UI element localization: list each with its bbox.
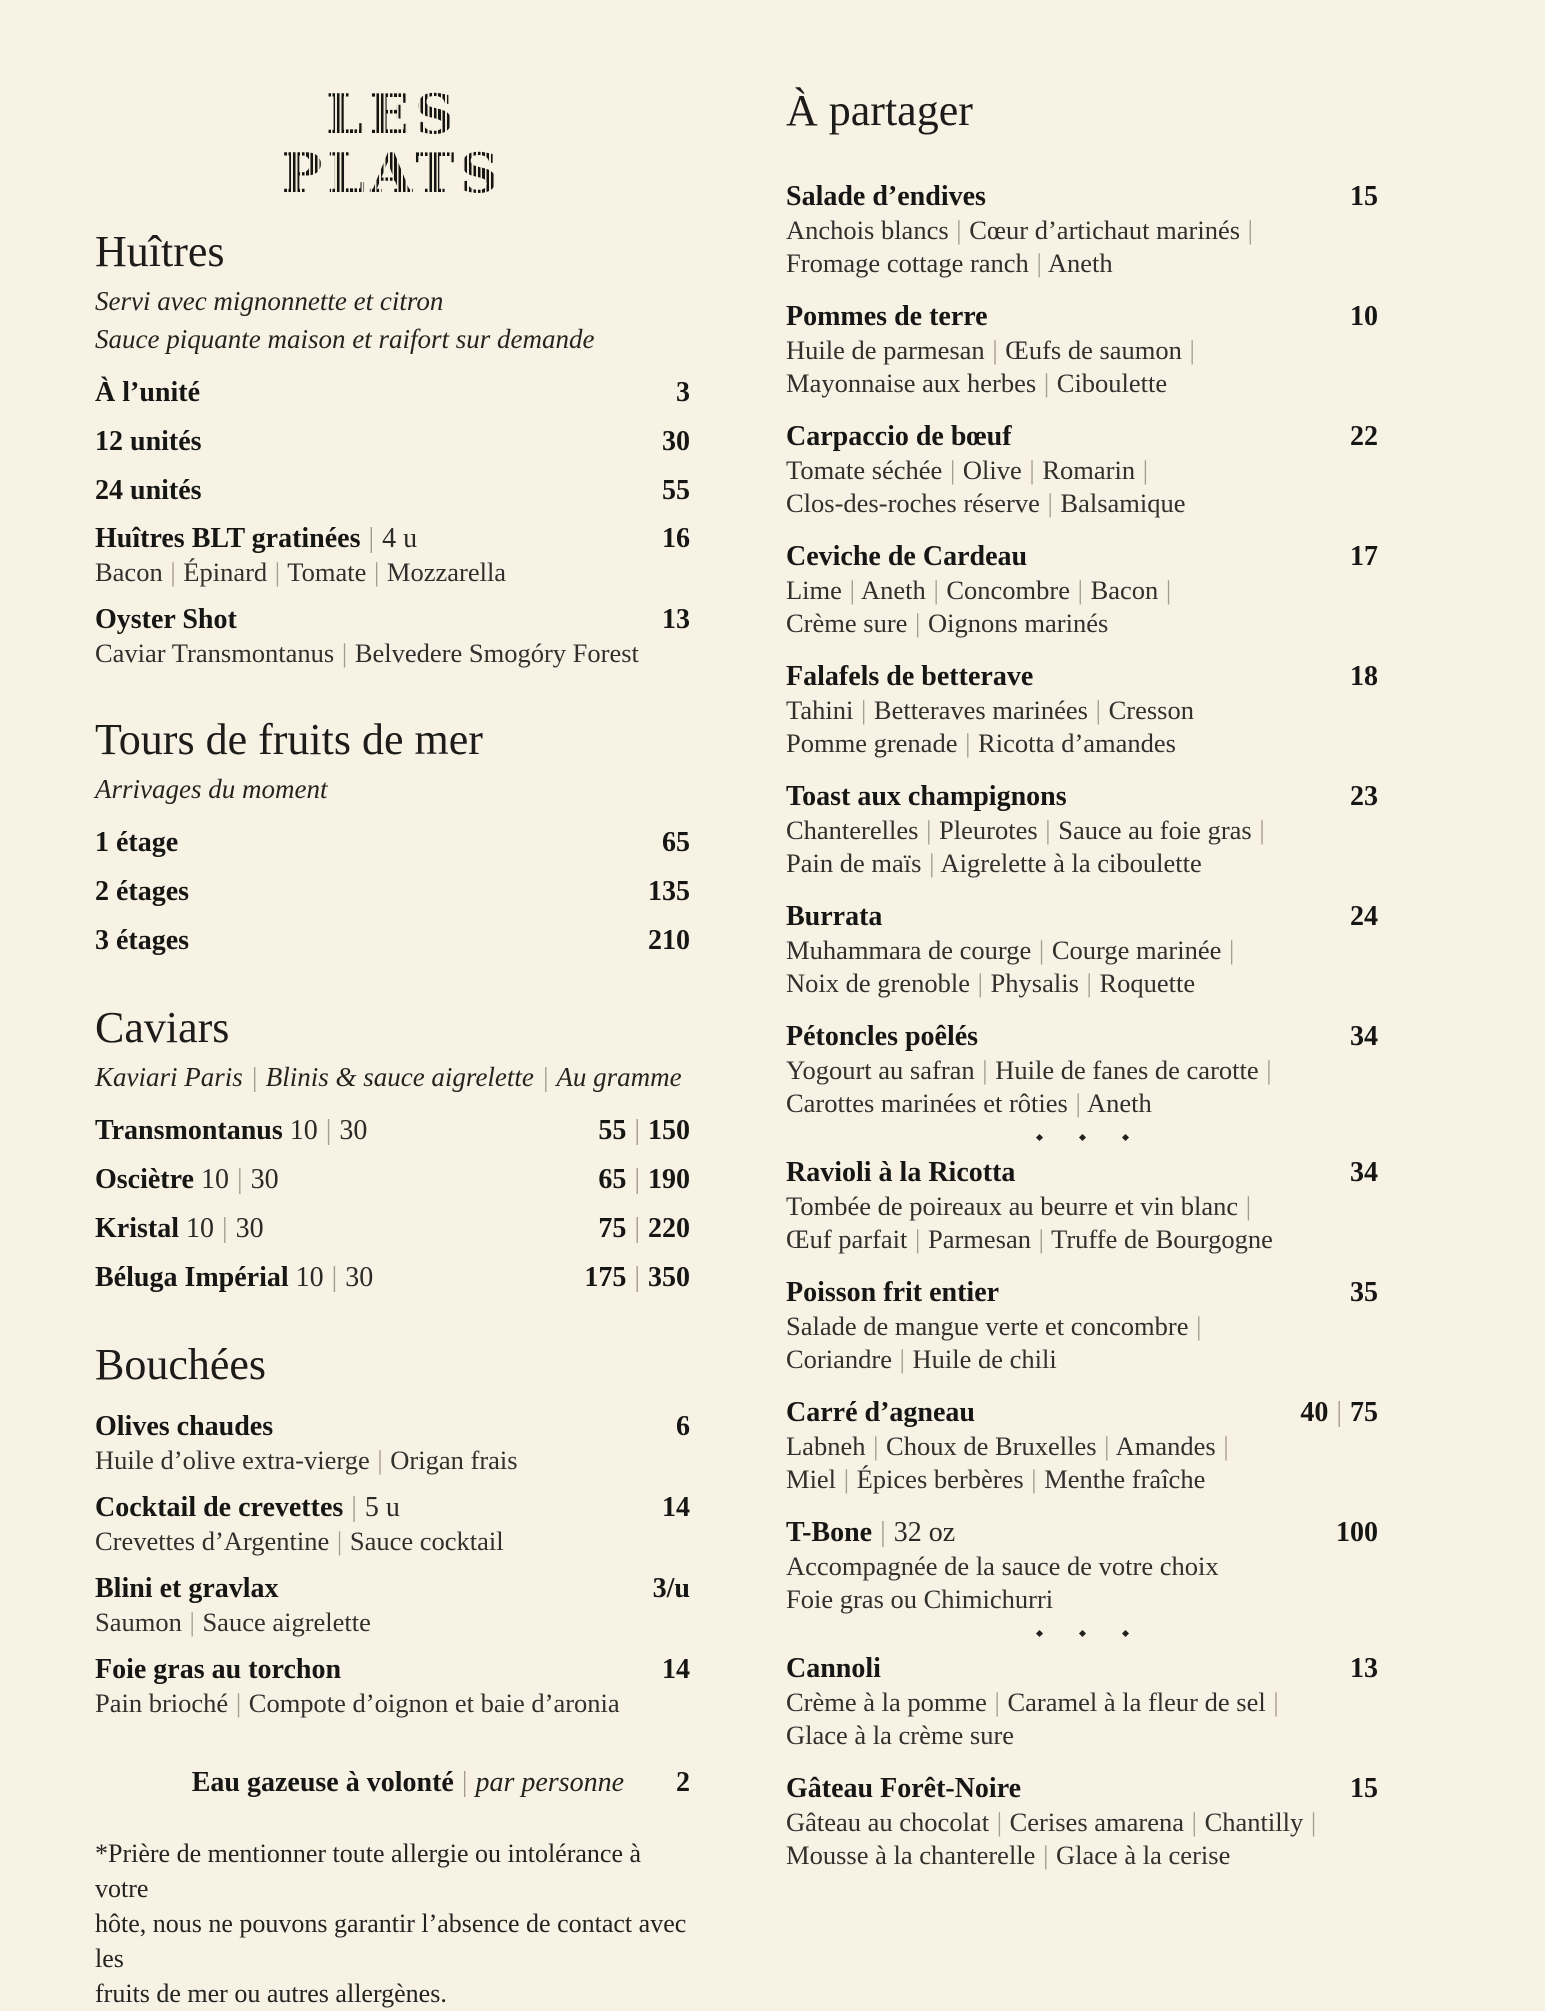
dot-icon — [1078, 1133, 1085, 1140]
item-name: Pommes de terre — [786, 301, 988, 333]
item-description: Foie gras ou Chimichurri — [786, 1584, 1054, 1615]
item-price: 22 — [1350, 421, 1378, 453]
menu-item-row — [95, 1410, 690, 1444]
item-price: 75 | 220 — [598, 1212, 690, 1244]
menu-item-row — [95, 875, 690, 909]
menu-item-row — [95, 1653, 690, 1687]
item-price: 30 — [662, 425, 690, 457]
menu-item-row — [786, 780, 1378, 814]
item-name-group — [95, 1212, 264, 1246]
section-subtitle — [95, 770, 690, 808]
menu-item-row — [95, 924, 690, 958]
item-name: Ceviche de Cardeau — [786, 541, 1028, 573]
menu-item — [95, 1653, 690, 1720]
menu-item-row — [95, 1261, 690, 1295]
item-name: Foie gras au torchon — [95, 1653, 342, 1685]
item-weights: 10 | 30 — [289, 1114, 368, 1146]
item-name: Salade d’endives — [786, 181, 986, 213]
item-qualifier: | 4 u — [368, 522, 418, 554]
item-description: Fromage cottage ranch | Aneth — [786, 248, 1113, 279]
item-description: Clos-des-roches réserve | Balsamique — [786, 488, 1186, 519]
menu-item — [786, 300, 1378, 400]
item-name: Transmontanus — [95, 1114, 283, 1146]
item-description: Tahini | Betteraves marinées | Cresson — [786, 695, 1194, 726]
item-name-group — [95, 522, 417, 556]
item-price: 17 — [1350, 541, 1378, 573]
item-description: Mayonnaise aux herbes | Ciboulette — [786, 368, 1168, 399]
item-name: Oyster Shot — [95, 603, 237, 635]
item-price: 18 — [1350, 661, 1378, 693]
menu-item — [786, 420, 1378, 520]
item-name: Béluga Impérial — [95, 1261, 289, 1293]
item-name: 24 unités — [95, 474, 202, 506]
page-title-line1: LES — [325, 82, 460, 146]
note-line: fruits de mer ou autres allergènes. — [95, 1978, 447, 2008]
menu-item-row — [786, 1652, 1378, 1686]
item-price: 3 — [676, 376, 690, 408]
item-name-group — [95, 1114, 367, 1148]
item-name: Kristal — [95, 1212, 179, 1244]
item-weights: 10 | 30 — [186, 1212, 264, 1244]
item-name: Cannoli — [786, 1653, 881, 1685]
item-name: 1 étage — [95, 826, 179, 858]
menu-item-row — [95, 425, 690, 459]
item-description: Muhammara de courge | Courge marinée | — [786, 935, 1235, 966]
item-description: Huile de parmesan | Œufs de saumon | — [786, 335, 1195, 366]
item-name: 2 étages — [95, 875, 190, 907]
water-row — [95, 1766, 690, 1800]
menu-item-row — [95, 1163, 690, 1197]
menu-item-row — [786, 420, 1378, 454]
dot-icon — [1035, 1133, 1042, 1140]
menu-item-row — [95, 603, 690, 637]
item-name: Huîtres BLT gratinées — [95, 522, 361, 554]
menu-item-row — [95, 376, 690, 410]
menu-item-row — [786, 300, 1378, 334]
item-price: 14 — [662, 1491, 690, 1523]
menu-item-row — [786, 540, 1378, 574]
section-heading-tours: Tours de fruits de mer — [95, 714, 483, 764]
menu-item-row — [95, 474, 690, 508]
item-price: 135 — [648, 875, 690, 907]
item-name: Pétoncles poêlés — [786, 1021, 979, 1053]
item-name-group — [786, 1516, 955, 1550]
dot-icon — [1035, 1629, 1042, 1636]
item-description: Gâteau au chocolat | Cerises amarena | Chantilly | — [786, 1807, 1317, 1838]
item-price: 210 — [648, 924, 690, 956]
item-name: Poisson frit entier — [786, 1277, 1000, 1309]
menu-item — [786, 780, 1378, 880]
item-price: 6 — [676, 1410, 690, 1442]
item-description: Yogourt au safran | Huile de fanes de carotte | — [786, 1055, 1272, 1086]
item-name-group — [95, 1491, 400, 1525]
menu-item-row — [95, 1491, 690, 1525]
item-price: 55 — [662, 474, 690, 506]
item-name: À l’unité — [95, 376, 200, 408]
dots-separator-icon — [786, 1132, 1378, 1142]
item-price: 35 — [1350, 1277, 1378, 1309]
subtitle-line: Kaviari Paris | Blinis & sauce aigrelette | Au gramme — [95, 1061, 682, 1092]
subtitle-line: Servi avec mignonnette et citron — [95, 285, 444, 316]
item-description: Chanterelles | Pleurotes | Sauce au foie gras | — [786, 815, 1265, 846]
menu-item-row — [786, 1396, 1378, 1430]
item-description: Anchois blancs | Cœur d’artichaut marinés | — [786, 215, 1253, 246]
menu-item — [786, 1652, 1378, 1752]
item-name: Olives chaudes — [95, 1410, 274, 1442]
menu-item — [786, 1156, 1378, 1256]
menu-item-row — [786, 1772, 1378, 1806]
item-description: Œuf parfait | Parmesan | Truffe de Bourgogne — [786, 1224, 1273, 1255]
item-description: Accompagnée de la sauce de votre choix — [786, 1551, 1219, 1582]
item-price: 24 — [1350, 901, 1378, 933]
menu-item — [786, 1020, 1378, 1120]
item-name: Osciètre — [95, 1163, 194, 1195]
item-name: Cocktail de crevettes — [95, 1491, 344, 1523]
section-heading-huitres: Huîtres — [95, 226, 225, 276]
item-weights: 10 | 30 — [295, 1261, 374, 1293]
menu-item-row — [786, 1156, 1378, 1190]
item-description: Labneh | Choux de Bruxelles | Amandes | — [786, 1431, 1229, 1462]
water-label: Eau gazeuse à volonté — [191, 1766, 454, 1798]
menu-item — [786, 900, 1378, 1000]
item-price: 23 — [1350, 781, 1378, 813]
allergy-note — [95, 1836, 690, 2011]
dots-separator-icon — [786, 1628, 1378, 1638]
water-price: 2 — [676, 1766, 690, 1798]
menu-item — [786, 540, 1378, 640]
item-description: Coriandre | Huile de chili — [786, 1344, 1057, 1375]
dot-icon — [1121, 1629, 1128, 1636]
item-name: Carré d’agneau — [786, 1397, 975, 1429]
menu-item-row — [95, 1212, 690, 1246]
note-line: *Prière de mentionner toute allergie ou intolérance à votre — [95, 1838, 642, 1903]
menu-item-row — [95, 1572, 690, 1606]
item-description: Bacon | Épinard | Tomate | Mozzarella — [95, 556, 507, 587]
item-price: 40 | 75 — [1300, 1397, 1378, 1429]
item-name: T-Bone — [786, 1517, 873, 1549]
menu-item — [786, 1516, 1378, 1616]
menu-item-row — [786, 1276, 1378, 1310]
item-qualifier: | 5 u — [351, 1491, 400, 1523]
item-name: Ravioli à la Ricotta — [786, 1157, 1016, 1189]
section-subtitle — [95, 1058, 690, 1096]
item-price: 65 — [662, 826, 690, 858]
item-description: Noix de grenoble | Physalis | Roquette — [786, 968, 1196, 999]
item-weights: 10 | 30 — [200, 1163, 279, 1195]
item-description: Saumon | Sauce aigrelette — [95, 1606, 371, 1637]
item-description: Crevettes d’Argentine | Sauce cocktail — [95, 1525, 504, 1556]
item-price: 15 — [1350, 1773, 1378, 1805]
subtitle-line: Sauce piquante maison et raifort sur demande — [95, 323, 595, 354]
section-heading-a-partager: À partager — [786, 86, 973, 135]
subtitle-line: Arrivages du moment — [95, 773, 328, 804]
item-price: 65 | 190 — [598, 1163, 690, 1195]
item-name-group — [95, 1261, 373, 1295]
menu-item-row — [95, 1114, 690, 1148]
menu-item-row — [786, 660, 1378, 694]
item-name: 3 étages — [95, 924, 190, 956]
item-price: 3/u — [652, 1572, 690, 1604]
menu-item-row — [786, 1516, 1378, 1550]
item-name: Falafels de betterave — [786, 661, 1034, 693]
item-name-group — [95, 1163, 279, 1197]
item-price: 34 — [1350, 1021, 1378, 1053]
item-description: Tomate séchée | Olive | Romarin | — [786, 455, 1149, 486]
item-description: Lime | Aneth | Concombre | Bacon | — [786, 575, 1172, 606]
right-column — [786, 85, 1378, 1872]
item-name: Burrata — [786, 901, 883, 933]
item-qualifier: | 32 oz — [880, 1517, 956, 1549]
item-name: Toast aux champignons — [786, 781, 1067, 813]
item-description: Caviar Transmontanus | Belvedere Smogóry Forest — [95, 637, 639, 668]
item-description: Carottes marinées et rôties | Aneth — [786, 1088, 1152, 1119]
section-heading-bouchees: Bouchées — [95, 1339, 267, 1389]
item-price: 15 — [1350, 181, 1378, 213]
item-description: Tombée de poireaux au beurre et vin blanc | — [786, 1191, 1252, 1222]
item-name: Blini et gravlax — [95, 1572, 279, 1604]
menu-item-row — [786, 1020, 1378, 1054]
menu-item — [95, 1572, 690, 1639]
item-description: Glace à la crème sure — [786, 1720, 1015, 1751]
menu-item — [95, 1410, 690, 1477]
section-heading-caviars: Caviars — [95, 1002, 230, 1052]
menu-item — [786, 180, 1378, 280]
item-description: Pain brioché | Compote d’oignon et baie d’aronia — [95, 1687, 620, 1718]
item-price: 100 — [1336, 1517, 1378, 1549]
menu-item-row — [95, 522, 690, 556]
menu-item — [95, 1491, 690, 1558]
water-qualifier: par personne — [475, 1766, 624, 1798]
section-subtitle — [95, 282, 690, 358]
item-description: Crème à la pomme | Caramel à la fleur de sel | — [786, 1687, 1279, 1718]
left-column — [95, 82, 690, 2011]
dot-icon — [1078, 1629, 1085, 1636]
menu-item — [95, 603, 690, 670]
item-name: Gâteau Forêt-Noire — [786, 1773, 1022, 1805]
item-price: 175 | 350 — [584, 1261, 690, 1293]
item-price: 14 — [662, 1653, 690, 1685]
item-price: 55 | 150 — [598, 1114, 690, 1146]
item-price: 34 — [1350, 1157, 1378, 1189]
page-title-line2: PLATS — [281, 141, 504, 206]
item-description: Mousse à la chanterelle | Glace à la cerise — [786, 1840, 1231, 1871]
item-description: Pain de maïs | Aigrelette à la ciboulette — [786, 848, 1202, 879]
menu-item — [95, 522, 690, 589]
menu-item — [786, 1276, 1378, 1376]
dot-icon — [1121, 1133, 1128, 1140]
menu-item-row — [786, 900, 1378, 934]
pipe-separator: | — [461, 1766, 468, 1798]
item-price: 16 — [662, 522, 690, 554]
item-description: Huile d’olive extra-vierge | Origan frais — [95, 1444, 518, 1475]
item-description: Miel | Épices berbères | Menthe fraîche — [786, 1464, 1206, 1495]
item-description: Pomme grenade | Ricotta d’amandes — [786, 728, 1176, 759]
item-price: 13 — [1350, 1653, 1378, 1685]
note-line: hôte, nous ne pouvons garantir l’absence de contact avec les — [95, 1908, 687, 1973]
menu-item-row — [95, 826, 690, 860]
menu-item — [786, 1396, 1378, 1496]
page-title — [95, 82, 690, 206]
item-description: Salade de mangue verte et concombre | — [786, 1311, 1202, 1342]
item-name: Carpaccio de bœuf — [786, 421, 1012, 453]
item-description: Crème sure | Oignons marinés — [786, 608, 1109, 639]
menu-item — [786, 660, 1378, 760]
menu-item — [786, 1772, 1378, 1872]
item-name: 12 unités — [95, 425, 202, 457]
item-price: 13 — [662, 603, 690, 635]
menu-item-row — [786, 180, 1378, 214]
item-price: 10 — [1350, 301, 1378, 333]
